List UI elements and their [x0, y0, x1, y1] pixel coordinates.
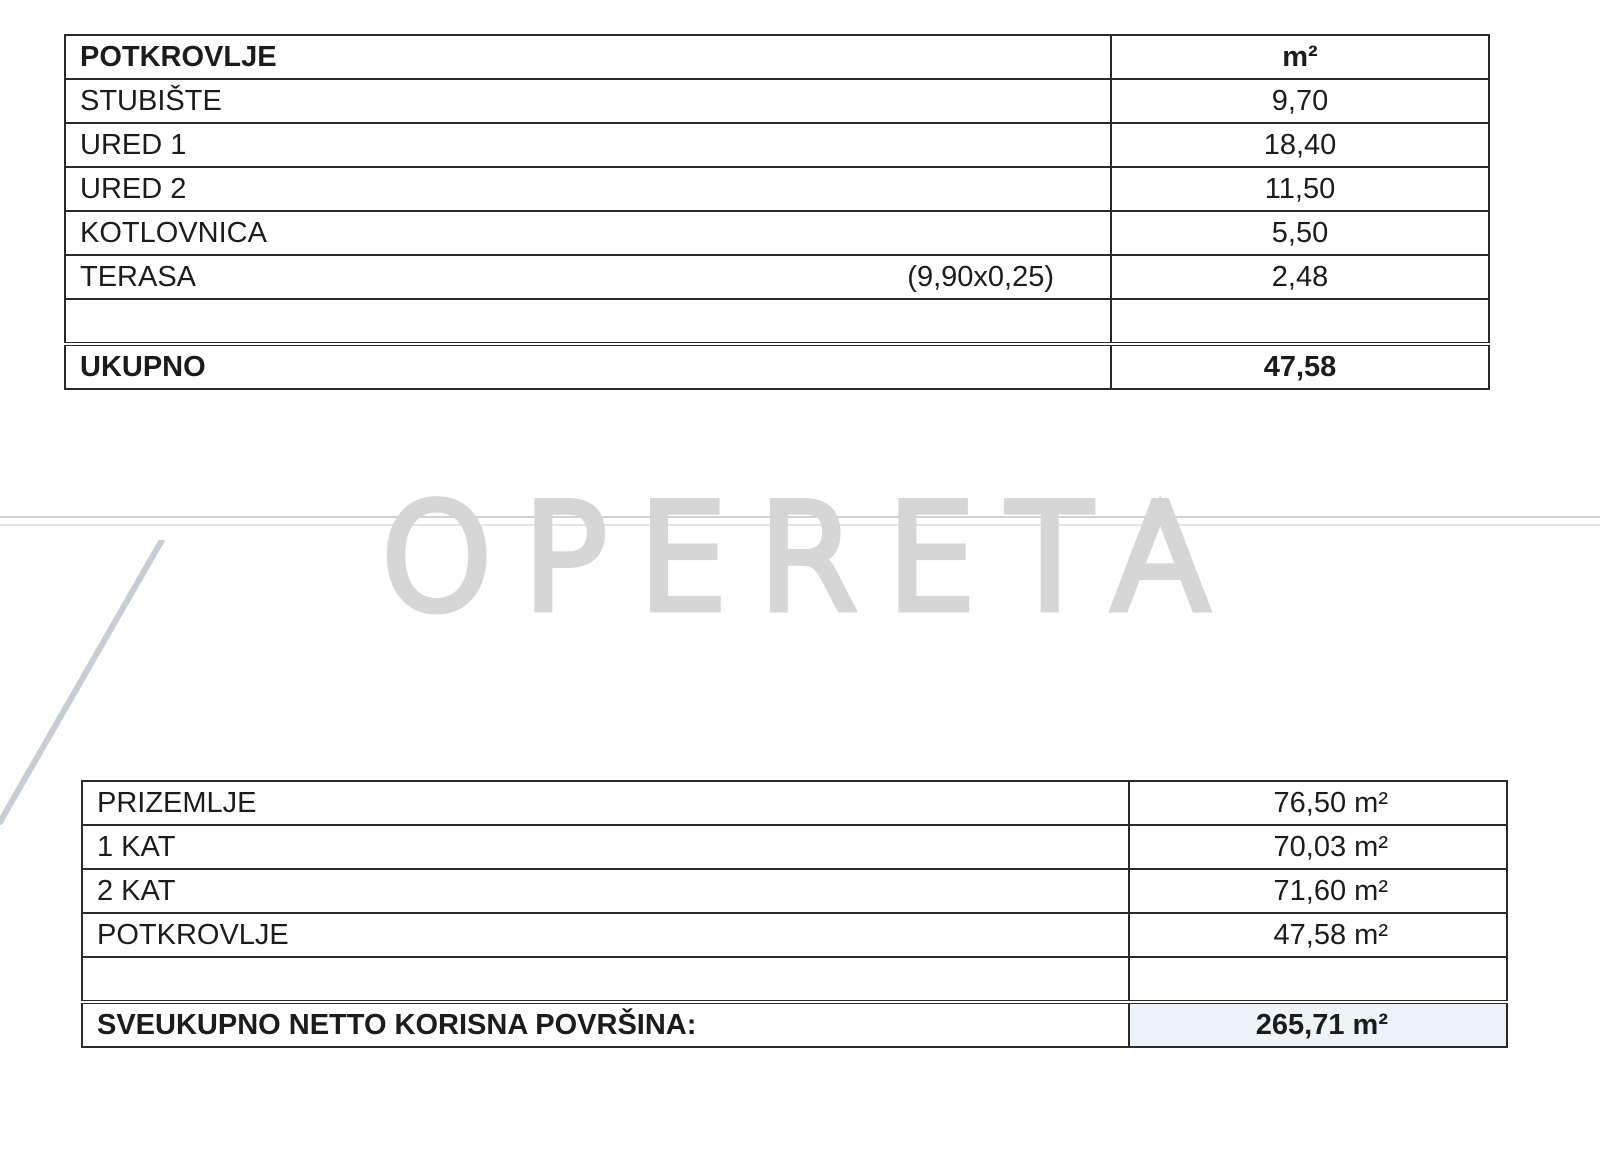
table-row: [65, 211, 1489, 255]
floor-label: POTKROVLJE: [82, 913, 1129, 957]
table-total-row: [65, 344, 1489, 389]
floor-label: 2 KAT: [82, 869, 1129, 913]
room-label: TERASA: [80, 260, 197, 293]
table-row: [65, 255, 1489, 299]
table-row: [65, 123, 1489, 167]
room-area: 9,70: [1111, 79, 1489, 123]
table-row: [65, 79, 1489, 123]
floor-area: 71,60 m²: [1129, 869, 1507, 913]
room-label: URED 2: [80, 172, 187, 205]
header-unit: m²: [1111, 35, 1489, 79]
grand-total-label: SVEUKUPNO NETTO KORISNA POVRŠINA:: [82, 1002, 1129, 1047]
floor-area: 76,50 m²: [1129, 781, 1507, 825]
table-total-row: [82, 1002, 1507, 1047]
total-area-table: [81, 780, 1508, 1048]
table-row: [82, 869, 1507, 913]
table-row: [82, 825, 1507, 869]
floor-area: 47,58 m²: [1129, 913, 1507, 957]
room-area: [1111, 299, 1489, 344]
room-area: 18,40: [1111, 123, 1489, 167]
header-label: POTKROVLJE: [65, 35, 1111, 79]
table-header-row: [65, 35, 1489, 79]
table-row-empty: [65, 299, 1489, 344]
total-label: UKUPNO: [65, 344, 1111, 389]
table-row: [65, 167, 1489, 211]
floor-area: 70,03 m²: [1129, 825, 1507, 869]
room-area: 2,48: [1111, 255, 1489, 299]
table-row-empty: [82, 957, 1507, 1002]
table-row: [82, 913, 1507, 957]
room-label: URED 1: [80, 128, 187, 161]
room-area: 5,50: [1111, 211, 1489, 255]
grand-total-value: 265,71 m²: [1129, 1002, 1507, 1047]
floor-label: PRIZEMLJE: [82, 781, 1129, 825]
room-label: KOTLOVNICA: [80, 216, 267, 249]
floor-area: [1129, 957, 1507, 1002]
attic-area-table: [64, 34, 1490, 390]
table-row: [82, 781, 1507, 825]
watermark-logo: OPERETA: [380, 476, 1240, 641]
room-area: 11,50: [1111, 167, 1489, 211]
room-dimensions: (9,90x0,25): [907, 260, 1054, 293]
total-value: 47,58: [1111, 344, 1489, 389]
floor-label: [82, 957, 1129, 1002]
floor-label: 1 KAT: [82, 825, 1129, 869]
room-label: STUBIŠTE: [80, 84, 222, 117]
